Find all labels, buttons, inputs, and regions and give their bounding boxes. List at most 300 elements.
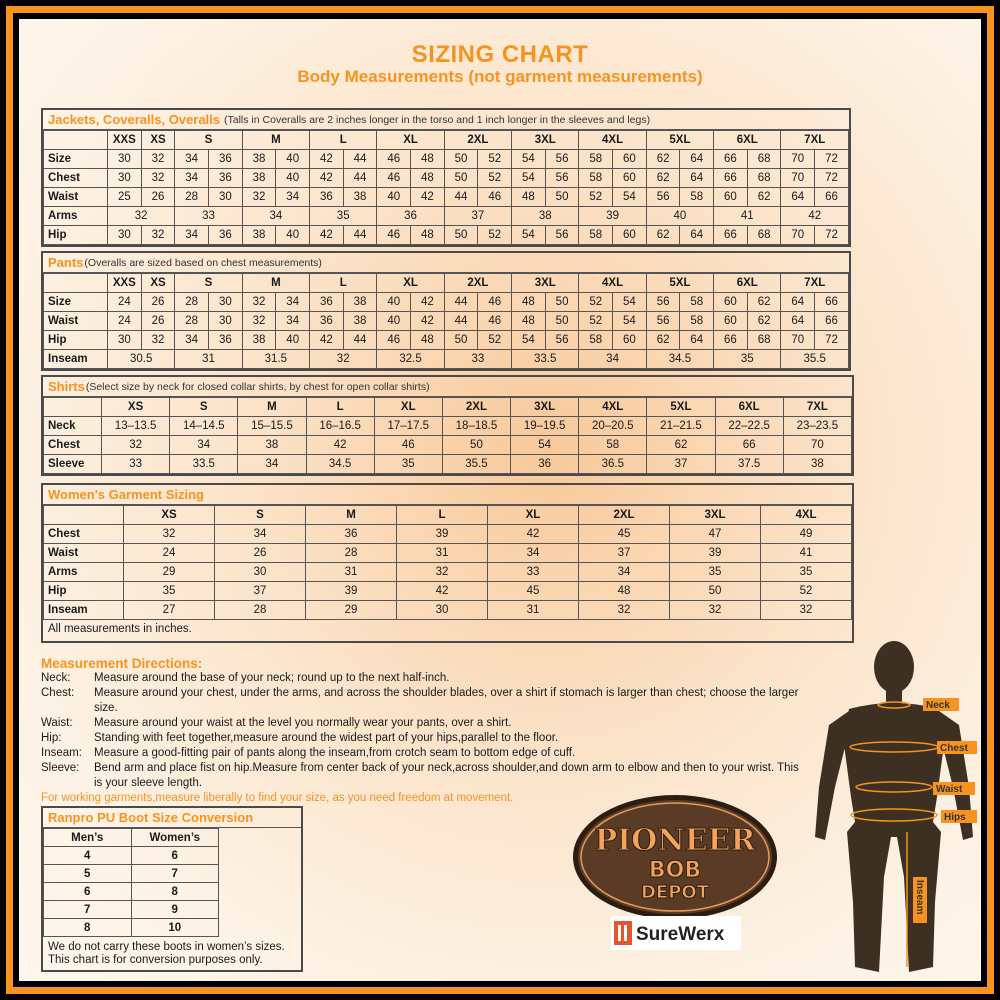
pants-cell: 34 [276,312,310,331]
pants-cell: 40 [276,331,310,350]
pants-size-header: XXS [108,274,142,293]
shirts-cell: 22–22.5 [715,417,783,436]
jackets-cell: 72 [815,169,849,188]
shirts-cell: 38 [783,455,851,474]
pants-cell: 26 [141,312,175,331]
jackets-table [43,130,849,245]
pants-cell: 68 [747,331,781,350]
jackets-cell: 48 [512,188,546,207]
jackets-corner-cell [44,131,108,150]
jackets-size-header: XL [377,131,444,150]
women-cell: 49 [761,525,852,544]
women-cell: 35 [761,563,852,582]
pants-row-label: Size [44,293,108,312]
direction-label: Hip: [41,732,62,744]
jackets-cell: 54 [512,169,546,188]
jackets-cell: 34 [276,188,310,207]
pants-size-header: 6XL [714,274,781,293]
jackets-cell: 58 [579,150,613,169]
jackets-cell: 30 [108,150,142,169]
women-size-header: XS [124,506,215,525]
jackets-cell: 62 [747,188,781,207]
jackets-cell: 70 [781,226,815,245]
pants-cell: 42 [411,312,445,331]
women-cell: 34 [579,563,670,582]
pants-cell: 64 [781,312,815,331]
jackets-row-label: Arms [44,207,108,226]
pants-cell: 60 [714,293,748,312]
women-row-arms [44,563,852,582]
logo-pioneer-text: PIONEER [594,823,756,858]
shirts-row-label: Neck [44,417,102,436]
shirts-cell: 42 [306,436,374,455]
shirts-size-header: L [306,398,374,417]
shirts-cell: 23–23.5 [783,417,851,436]
pants-cell: 28 [175,312,209,331]
women-cell: 29 [306,601,397,620]
pants-row-label: Hip [44,331,108,350]
shirts-size-header: 6XL [715,398,783,417]
jackets-cell: 54 [512,226,546,245]
boot-header [43,808,301,828]
women-size-header: S [215,506,306,525]
women-cell: 48 [579,582,670,601]
jackets-row-chest [44,169,849,188]
jackets-size-header: 7XL [781,131,849,150]
jackets-cell: 54 [613,188,647,207]
jackets-cell: 72 [815,150,849,169]
jackets-cell: 48 [411,169,445,188]
shirts-cell: 38 [238,436,306,455]
jackets-cell: 40 [646,207,713,226]
jackets-cell: 58 [579,226,613,245]
pants-cell: 64 [781,293,815,312]
pants-table-box [41,251,851,371]
jackets-cell: 42 [781,207,849,226]
pants-cell: 44 [343,331,377,350]
women-footnote: All measurements in inches. [48,623,192,635]
jackets-cell: 30 [108,169,142,188]
women-cell: 28 [215,601,306,620]
direction-text: Measure around the base of your neck; round up to the next half-inch. [94,672,450,684]
pants-header [43,253,849,273]
women-cell: 31 [488,601,579,620]
jackets-row-label: Hip [44,226,108,245]
pants-cell: 54 [613,312,647,331]
boot-row [44,919,219,937]
women-row-hip [44,582,852,601]
jackets-row-hip [44,226,849,245]
directions-title: Measurement Directions: [41,656,203,671]
boot-cell: 6 [131,847,219,865]
women-cell: 24 [124,544,215,563]
jackets-cell: 28 [175,188,209,207]
pants-cell: 28 [175,293,209,312]
direction-text: Bend arm and place fist on hip.Measure from center back of your neck,across shoulder,and down arm to elbow and then to your wrist. This is your sleeve length. [94,762,799,789]
women-cell: 37 [579,544,670,563]
jackets-cell: 48 [411,150,445,169]
jackets-cell: 62 [646,169,680,188]
direction-text: Standing with feet together,measure around the widest part of your hips,parallel to the floor. [94,732,559,744]
direction-item [41,716,801,731]
jackets-cell: 42 [310,150,344,169]
page-title: SIZING CHART [411,41,589,68]
women-row-label: Chest [44,525,124,544]
shirts-size-header: 5XL [647,398,715,417]
women-corner-cell [44,506,124,525]
label-inseam: Inseam [914,880,925,915]
women-cell: 39 [397,525,488,544]
jackets-cell: 52 [478,150,512,169]
women-cell: 36 [306,525,397,544]
pants-cell: 50 [545,293,579,312]
pants-row-size [44,293,849,312]
pants-cell: 58 [579,331,613,350]
shirts-cell: 33 [102,455,170,474]
jackets-cell: 52 [579,188,613,207]
shirts-size-header-row [44,398,852,417]
pants-cell: 36 [310,312,344,331]
women-cell: 35 [670,563,761,582]
jackets-cell: 34 [175,150,209,169]
shirts-cell: 36.5 [579,455,647,474]
shirts-cell: 36 [511,455,579,474]
boot-row [44,865,219,883]
jackets-size-header: M [242,131,309,150]
direction-item [41,686,801,716]
pants-cell: 30 [108,331,142,350]
pants-cell: 32.5 [377,350,444,369]
jackets-cell: 38 [242,169,276,188]
jackets-cell: 64 [680,169,714,188]
pants-cell: 72 [815,331,849,350]
jackets-cell: 44 [343,169,377,188]
jackets-row-size [44,150,849,169]
women-cell: 39 [306,582,397,601]
women-cell: 32 [670,601,761,620]
women-size-header: M [306,506,397,525]
pants-cell: 48 [411,331,445,350]
jackets-cell: 50 [545,188,579,207]
jackets-cell: 40 [377,188,411,207]
jackets-cell: 36 [377,207,444,226]
jackets-size-header: 5XL [646,131,713,150]
pants-cell: 35 [714,350,781,369]
jackets-cell: 32 [141,226,175,245]
jackets-cell: 66 [815,188,849,207]
pants-row-inseam [44,350,849,369]
shirts-cell: 35 [374,455,442,474]
women-cell: 47 [670,525,761,544]
boot-cell: 5 [44,865,132,883]
pants-cell: 36 [310,293,344,312]
jackets-cell: 64 [680,226,714,245]
shirts-row-sleeve [44,455,852,474]
pants-cell: 40 [377,312,411,331]
logo-bob-text: BOB [648,858,702,883]
women-size-header: 4XL [761,506,852,525]
women-size-header: L [397,506,488,525]
women-size-header: XL [488,506,579,525]
pants-cell: 44 [444,293,478,312]
shirts-cell: 19–19.5 [511,417,579,436]
jackets-cell: 70 [781,169,815,188]
women-cell: 45 [488,582,579,601]
women-cell: 32 [397,563,488,582]
women-cell: 34 [488,544,579,563]
jackets-cell: 54 [512,150,546,169]
women-cell: 33 [488,563,579,582]
pants-cell: 42 [411,293,445,312]
pants-cell: 66 [815,293,849,312]
pants-size-header: L [310,274,377,293]
direction-item [41,761,801,791]
boot-row [44,883,219,901]
pants-cell: 48 [512,293,546,312]
women-cell: 32 [579,601,670,620]
surewerx-logo [611,916,741,950]
pants-cell: 50 [444,331,478,350]
shirts-cell: 16–16.5 [306,417,374,436]
surewerx-text: SureWerx [636,924,725,945]
women-table [43,505,852,620]
shirts-corner-cell [44,398,102,417]
label-hips: Hips [944,812,966,823]
pants-cell: 50 [545,312,579,331]
shirts-table-box [41,375,854,476]
jackets-cell: 46 [377,150,411,169]
pants-cell: 56 [545,331,579,350]
shirts-row-chest [44,436,852,455]
pants-cell: 38 [343,293,377,312]
shirts-cell: 21–21.5 [647,417,715,436]
jackets-cell: 30 [108,226,142,245]
shirts-note: (Select size by neck for closed collar shirts, by chest for open collar shirts) [85,380,430,393]
jackets-size-header: XXS [108,131,142,150]
women-cell: 31 [397,544,488,563]
direction-label: Sleeve: [41,762,80,774]
jackets-header [43,110,849,130]
jackets-cell: 32 [108,207,175,226]
pants-size-header: 5XL [646,274,713,293]
women-row-label: Waist [44,544,124,563]
pants-title: Pants [48,255,84,270]
pants-cell: 40 [377,293,411,312]
jackets-size-header: 3XL [512,131,579,150]
page-subtitle: Body Measurements (not garment measurements) [297,67,703,86]
pants-cell: 64 [680,331,714,350]
boot-table [43,828,219,937]
shirts-cell: 34.5 [306,455,374,474]
pants-cell: 56 [646,293,680,312]
pants-cell: 66 [815,312,849,331]
pants-cell: 30 [209,312,243,331]
pants-corner-cell [44,274,108,293]
pants-size-header: XS [141,274,175,293]
jackets-cell: 44 [444,188,478,207]
jackets-cell: 52 [478,169,512,188]
pants-cell: 38 [242,331,276,350]
jackets-cell: 66 [714,226,748,245]
shirts-cell: 33.5 [170,455,238,474]
jackets-cell: 70 [781,150,815,169]
jackets-cell: 41 [714,207,781,226]
jackets-cell: 32 [141,169,175,188]
women-cell: 42 [488,525,579,544]
boot-footnote-line1: We do not carry these boots in women’s sizes. [48,941,285,953]
shirts-cell: 54 [511,436,579,455]
pants-row-hip [44,331,849,350]
shirts-cell: 18–18.5 [442,417,510,436]
jackets-size-header-row [44,131,849,150]
jackets-cell: 46 [377,226,411,245]
jackets-cell: 38 [343,188,377,207]
direction-label: Neck: [41,672,71,684]
women-row-label: Hip [44,582,124,601]
jackets-cell: 48 [411,226,445,245]
jackets-cell: 38 [512,207,579,226]
jackets-cell: 52 [478,226,512,245]
direction-label: Inseam: [41,747,82,759]
jackets-cell: 64 [781,188,815,207]
jackets-cell: 60 [613,169,647,188]
boot-cell: 4 [44,847,132,865]
women-title: Women's Garment Sizing [48,487,204,502]
shirts-cell: 13–13.5 [102,417,170,436]
direction-text: Measure around your waist at the level you normally wear your pants, over a shirt. [94,717,512,729]
pants-cell: 31.5 [242,350,309,369]
pants-cell: 66 [714,331,748,350]
pants-cell: 32 [242,312,276,331]
pants-cell: 54 [613,293,647,312]
jackets-row-label: Size [44,150,108,169]
jackets-cell: 62 [646,226,680,245]
jackets-size-header: L [310,131,377,150]
direction-item [41,731,801,746]
pants-size-header: M [242,274,309,293]
women-row-chest [44,525,852,544]
jackets-cell: 32 [242,188,276,207]
shirts-cell: 34 [238,455,306,474]
pants-cell: 32 [242,293,276,312]
shirts-cell: 37 [647,455,715,474]
women-cell: 41 [761,544,852,563]
jackets-size-header: 4XL [579,131,646,150]
pants-cell: 24 [108,312,142,331]
jackets-cell: 50 [444,226,478,245]
boot-cell: 9 [131,901,219,919]
jackets-cell: 37 [444,207,511,226]
pants-cell: 30 [209,293,243,312]
jackets-cell: 68 [747,169,781,188]
boot-footnote [43,937,301,970]
jackets-cell: 56 [545,150,579,169]
boot-cell: 7 [131,865,219,883]
shirts-table [43,397,852,474]
jackets-cell: 42 [310,169,344,188]
women-cell: 30 [215,563,306,582]
pants-cell: 34 [276,293,310,312]
jackets-size-header: 6XL [714,131,781,150]
shirts-cell: 58 [579,436,647,455]
pants-cell: 46 [478,293,512,312]
women-size-header: 2XL [579,506,670,525]
women-row-waist [44,544,852,563]
jackets-cell: 42 [310,226,344,245]
jackets-cell: 60 [613,150,647,169]
women-cell: 31 [306,563,397,582]
direction-item [41,746,801,761]
pants-cell: 26 [141,293,175,312]
jackets-cell: 64 [680,150,714,169]
pants-cell: 52 [478,331,512,350]
jackets-note: (Talls in Coveralls are 2 inches longer in the torso and 1 inch longer in the sleeves and legs) [224,113,651,126]
boot-row [44,901,219,919]
boot-footnote-line2: This chart is for conversion purposes only. [48,954,263,966]
jackets-cell: 46 [478,188,512,207]
body-silhouette [809,637,979,979]
pants-cell: 62 [646,331,680,350]
boot-col-header: Women’s [131,829,219,847]
shirts-size-header: M [238,398,306,417]
jackets-cell: 34 [242,207,309,226]
shirts-size-header: XL [374,398,442,417]
jackets-row-waist [44,188,849,207]
shirts-size-header: 7XL [783,398,851,417]
pants-cell: 48 [512,312,546,331]
pants-size-header: S [175,274,242,293]
pants-size-header-row [44,274,849,293]
jackets-cell: 38 [242,226,276,245]
shirts-size-header: 3XL [511,398,579,417]
shirts-cell: 66 [715,436,783,455]
pants-note: (Overalls are sized based on chest measurements) [84,256,322,269]
sizing-chart-page [19,19,981,981]
shirts-row-label: Sleeve [44,455,102,474]
women-cell: 26 [215,544,306,563]
women-size-header: 3XL [670,506,761,525]
label-chest: Chest [940,743,968,754]
pants-cell: 34.5 [646,350,713,369]
label-waist: Waist [936,784,963,795]
boot-header-row [44,829,219,847]
boot-title: Ranpro PU Boot Size Conversion [48,810,254,825]
shirts-cell: 46 [374,436,442,455]
shirts-cell: 37.5 [715,455,783,474]
jackets-cell: 50 [444,150,478,169]
shirts-cell: 70 [783,436,851,455]
jackets-cell: 44 [343,226,377,245]
direction-text: Measure around your chest, under the arms, and across the shoulder blades, over a shirt if stomach is larger than chest; choose the larger size. [94,687,799,714]
shirts-cell: 34 [170,436,238,455]
pants-cell: 36 [209,331,243,350]
jackets-cell: 68 [747,226,781,245]
boot-cell: 8 [131,883,219,901]
women-cell: 45 [579,525,670,544]
shirts-cell: 62 [647,436,715,455]
pioneer-bob-depot-logo [571,792,779,922]
pants-cell: 62 [747,293,781,312]
direction-item [41,671,801,686]
women-cell: 32 [761,601,852,620]
women-cell: 37 [215,582,306,601]
jackets-cell: 33 [175,207,242,226]
women-cell: 28 [306,544,397,563]
shirts-row-neck [44,417,852,436]
jackets-cell: 58 [680,188,714,207]
women-cell: 32 [124,525,215,544]
shirts-cell: 32 [102,436,170,455]
